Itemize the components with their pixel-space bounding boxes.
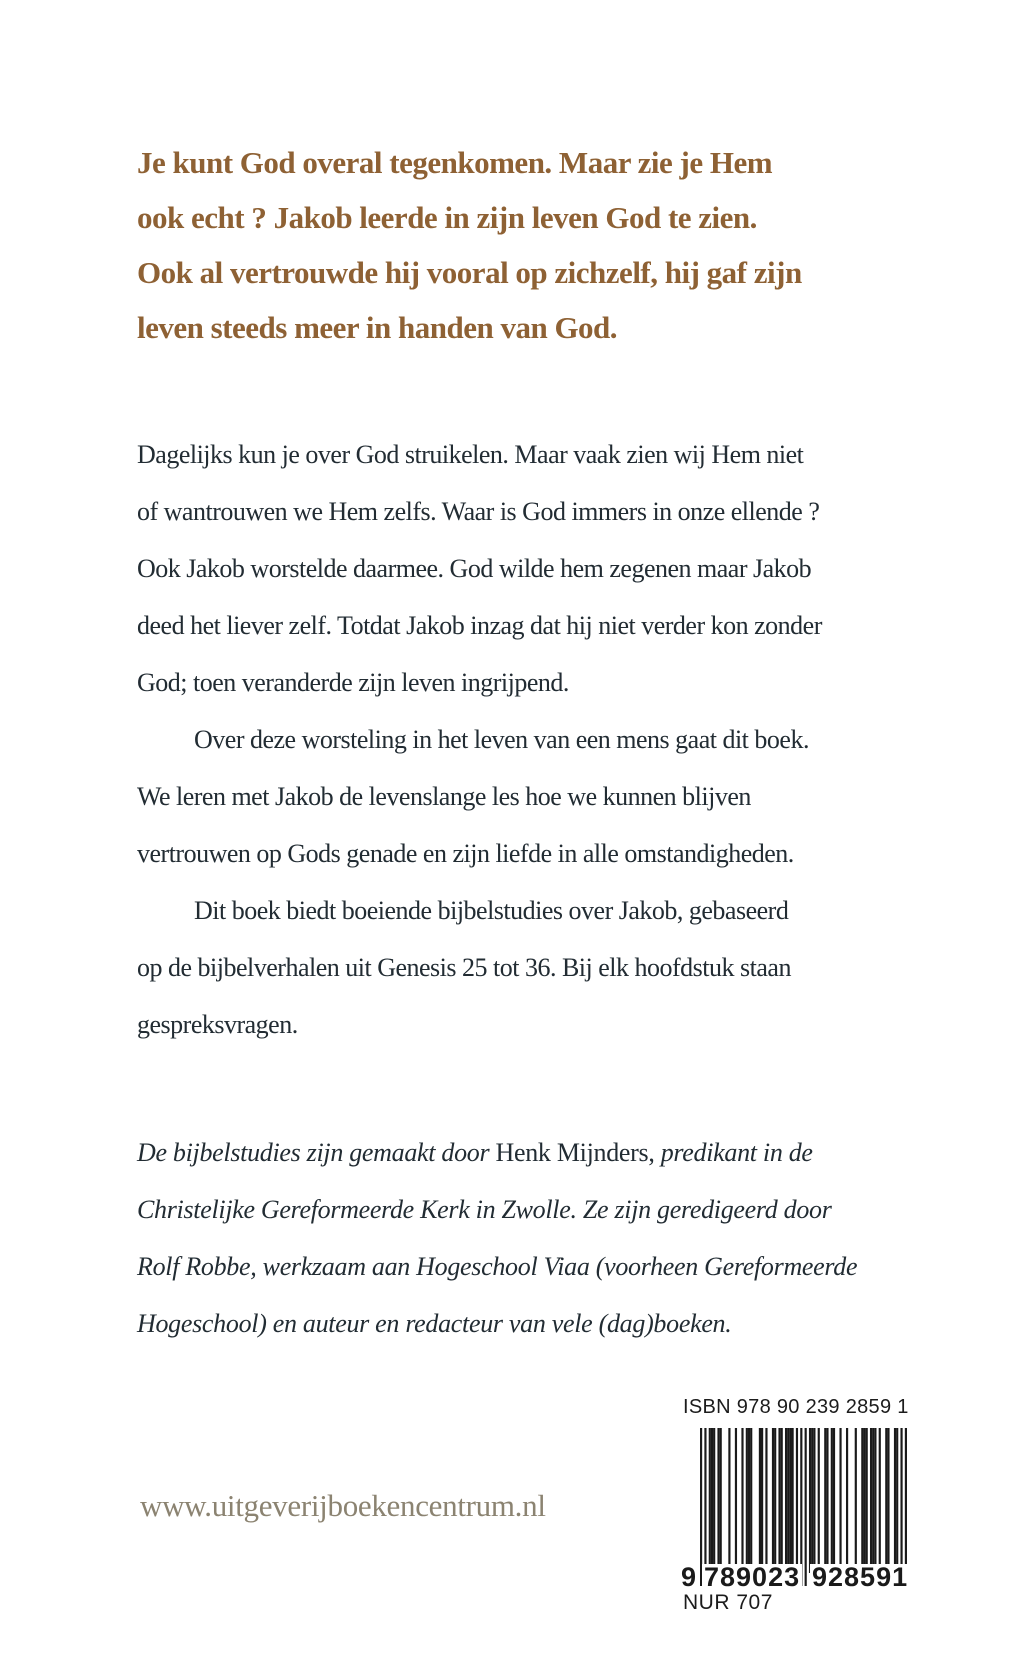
author-name: Henk Mijnders, bbox=[495, 1138, 655, 1167]
synopsis-line: Dagelijks kun je over God struikelen. Maar vaak zien wij Hem niet bbox=[137, 440, 804, 469]
synopsis bbox=[137, 426, 822, 1053]
author-note-line: Christelijke Gereformeerde Kerk in Zwolle. Ze zijn geredigeerd door bbox=[137, 1195, 832, 1224]
synopsis-line: deed het liever zelf. Totdat Jakob inzag dat hij niet verder kon zonder bbox=[137, 611, 822, 640]
synopsis-line: God; toen veranderde zijn leven ingrijpend. bbox=[137, 668, 569, 697]
barcode-digit-lead: 9 bbox=[681, 1562, 698, 1592]
author-note bbox=[137, 1124, 857, 1352]
author-note-text: De bijbelstudies zijn gemaakt door bbox=[137, 1138, 496, 1167]
synopsis-line: Ook Jakob worstelde daarmee. God wilde hem zegenen maar Jakob bbox=[137, 554, 812, 583]
author-note-line: Rolf Robbe, werkzaam aan Hogeschool Viaa (voorheen Gereformeerde bbox=[137, 1252, 858, 1281]
synopsis-line: gespreksvragen. bbox=[137, 1010, 298, 1039]
isbn-number: ISBN 978 90 239 2859 1 bbox=[683, 1396, 909, 1418]
synopsis-line: of wantrouwen we Hem zelfs. Waar is God immers in onze ellende ? bbox=[137, 497, 820, 526]
barcode-digits-left: 789023 bbox=[704, 1562, 801, 1592]
publisher-website: www.uitgeverijboekencentrum.nl bbox=[140, 1488, 546, 1523]
synopsis-line: Dit boek biedt boeiende bijbelstudies over Jakob, gebaseerd bbox=[194, 896, 789, 925]
blurb-heading-line: leven steeds meer in handen van God. bbox=[137, 310, 618, 345]
blurb-heading-line: Je kunt God overal tegenkomen. Maar zie je Hem bbox=[137, 145, 773, 180]
nur-code: NUR 707 bbox=[683, 1591, 773, 1614]
blurb-heading bbox=[137, 135, 802, 355]
synopsis-line: Over deze worsteling in het leven van een mens gaat dit boek. bbox=[194, 725, 809, 754]
author-note-line: Hogeschool) en auteur en redacteur van vele (dag)boeken. bbox=[137, 1309, 732, 1338]
synopsis-line: op de bijbelverhalen uit Genesis 25 tot 36. Bij elk hoofdstuk staan bbox=[137, 953, 791, 982]
author-note-text: predikant in de bbox=[654, 1138, 813, 1167]
synopsis-line: We leren met Jakob de levenslange les hoe we kunnen blijven bbox=[137, 782, 751, 811]
author-note-line bbox=[137, 1124, 857, 1181]
blurb-heading-line: ook echt ? Jakob leerde in zijn leven God te zien. bbox=[137, 200, 757, 235]
barcode-digits-right: 928591 bbox=[812, 1562, 909, 1592]
synopsis-line: vertrouwen op Gods genade en zijn liefde in alle omstandigheden. bbox=[137, 839, 794, 868]
blurb-heading-line: Ook al vertrouwde hij vooral op zichzelf, hij gaf zijn bbox=[137, 255, 802, 290]
